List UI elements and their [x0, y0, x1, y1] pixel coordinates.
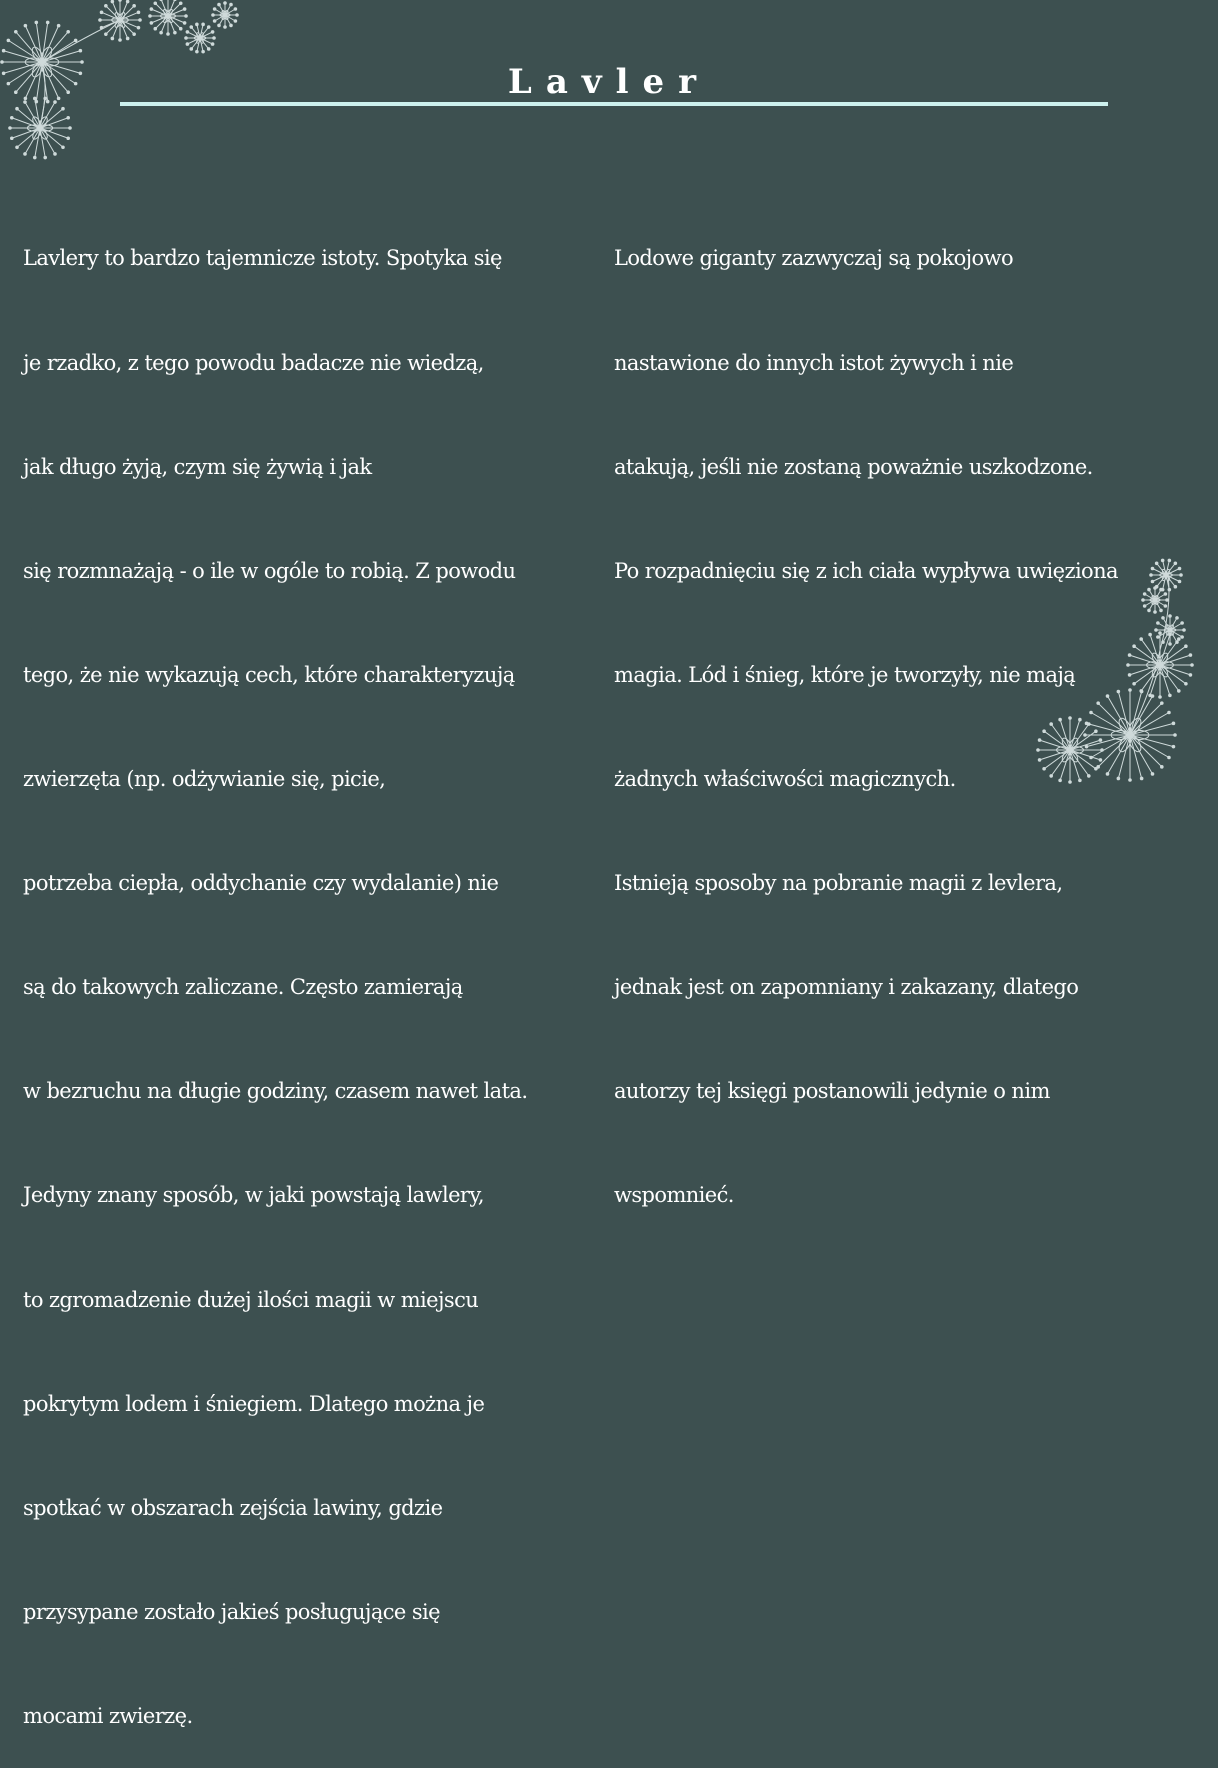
text-line: wspomnieć. — [614, 1183, 734, 1208]
page-title: Lavler — [507, 62, 711, 102]
text-line: nastawione do innych istot żywych i nie — [614, 350, 1014, 375]
text-line: je rzadko, z tego powodu badacze nie wiedzą, — [23, 350, 484, 375]
text-line: atakują, jeśli nie zostaną poważnie uszkodzone. — [614, 454, 1093, 479]
text-line: żadnych właściwości magicznych. — [614, 766, 956, 791]
text-line: Jedyny znany sposób, w jaki powstają lawlery, — [23, 1183, 484, 1208]
text-line: w bezruchu na długie godziny, czasem nawet lata. — [23, 1079, 528, 1104]
text-line: się rozmnażają - o ile w ogóle to robią. Z powodu — [23, 558, 516, 583]
text-line: spotkać w obszarach zejścia lawiny, gdzie — [23, 1495, 443, 1520]
text-line: Po rozpadnięciu się z ich ciała wypływa uwięziona — [614, 558, 1118, 583]
text-line: pokrytym lodem i śniegiem. Dlatego można je — [23, 1391, 485, 1416]
text-line: Istnieją sposoby na pobranie magii z levlera, — [614, 871, 1063, 896]
left-paragraph — [23, 172, 527, 1768]
text-line: zwierzęta (np. odżywianie się, picie, — [23, 766, 386, 791]
text-line: jak długo żyją, czym się żywią i jak — [23, 454, 372, 479]
text-line: Lavlery to bardzo tajemnicze istoty. Spotyka się — [23, 246, 502, 271]
text-line: autorzy tej księgi postanowili jedynie o nim — [614, 1079, 1050, 1104]
text-line: przysypane zostało jakieś posługujące się — [23, 1599, 440, 1624]
text-line: mocami zwierzę. — [23, 1703, 193, 1728]
right-paragraph — [614, 172, 1118, 1248]
text-line: Lodowe giganty zazwyczaj są pokojowo — [614, 246, 1013, 271]
text-line: to zgromadzenie dużej ilości magii w miejscu — [23, 1287, 479, 1312]
text-line: są do takowych zaliczane. Często zamierają — [23, 975, 463, 1000]
text-line: jednak jest on zapomniany i zakazany, dlatego — [614, 975, 1079, 1000]
text-line: magia. Lód i śnieg, które je tworzyły, nie mają — [614, 662, 1076, 687]
text-line: potrzeba ciepła, oddychanie czy wydalanie) nie — [23, 871, 499, 896]
title-underline — [120, 102, 1108, 106]
text-line: tego, że nie wykazują cech, które charakteryzują — [23, 662, 515, 687]
